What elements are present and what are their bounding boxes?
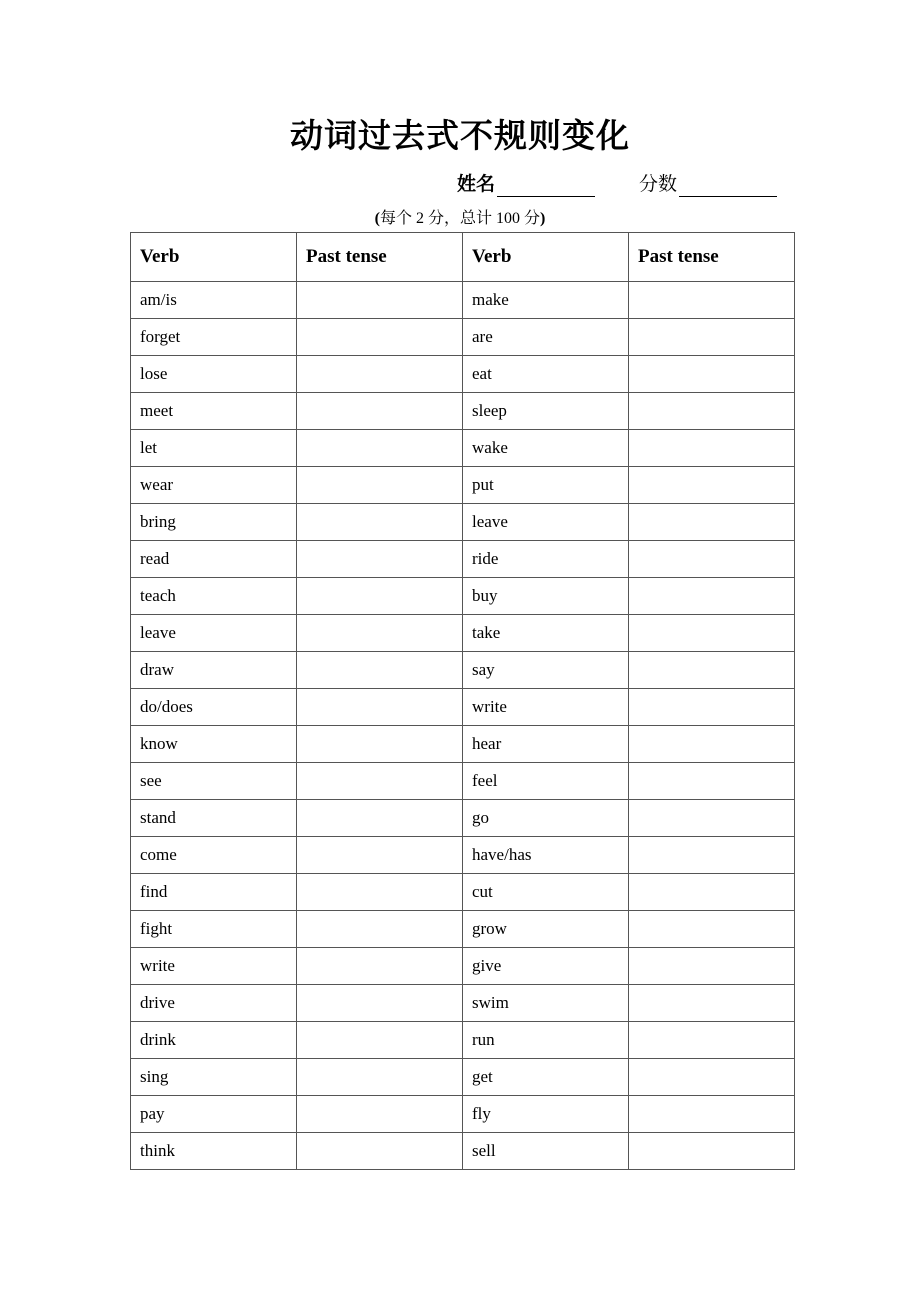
verb-cell: let bbox=[131, 430, 297, 467]
table-row bbox=[131, 689, 795, 726]
past-tense-answer-cell[interactable] bbox=[629, 985, 795, 1022]
past-tense-answer-cell[interactable] bbox=[297, 874, 463, 911]
table-row bbox=[131, 319, 795, 356]
verb-cell: find bbox=[131, 874, 297, 911]
past-tense-answer-cell[interactable] bbox=[297, 1133, 463, 1170]
verb-cell: meet bbox=[131, 393, 297, 430]
column-header-verb: Verb bbox=[463, 233, 629, 282]
column-header-verb: Verb bbox=[131, 233, 297, 282]
past-tense-answer-cell[interactable] bbox=[629, 615, 795, 652]
past-tense-answer-cell[interactable] bbox=[297, 1022, 463, 1059]
table-row bbox=[131, 578, 795, 615]
table-row bbox=[131, 393, 795, 430]
past-tense-answer-cell[interactable] bbox=[297, 393, 463, 430]
verb-cell: go bbox=[463, 800, 629, 837]
past-tense-answer-cell[interactable] bbox=[297, 1059, 463, 1096]
table-row bbox=[131, 1096, 795, 1133]
table-row bbox=[131, 1059, 795, 1096]
verb-cell: leave bbox=[131, 615, 297, 652]
past-tense-answer-cell[interactable] bbox=[629, 319, 795, 356]
page-title: 动词过去式不规则变化 bbox=[290, 116, 630, 155]
verb-cell: hear bbox=[463, 726, 629, 763]
verb-cell: feel bbox=[463, 763, 629, 800]
verb-cell: write bbox=[463, 689, 629, 726]
verb-cell: think bbox=[131, 1133, 297, 1170]
score-note-open: ( bbox=[374, 210, 380, 227]
past-tense-answer-cell[interactable] bbox=[629, 504, 795, 541]
verb-table bbox=[130, 232, 795, 1170]
verb-cell: put bbox=[463, 467, 629, 504]
verb-cell: know bbox=[131, 726, 297, 763]
table-row bbox=[131, 430, 795, 467]
verb-cell: drive bbox=[131, 985, 297, 1022]
table-row bbox=[131, 874, 795, 911]
past-tense-answer-cell[interactable] bbox=[297, 541, 463, 578]
verb-cell: forget bbox=[131, 319, 297, 356]
verb-cell: ride bbox=[463, 541, 629, 578]
past-tense-answer-cell[interactable] bbox=[297, 652, 463, 689]
verb-cell: pay bbox=[131, 1096, 297, 1133]
past-tense-answer-cell[interactable] bbox=[629, 874, 795, 911]
past-tense-answer-cell[interactable] bbox=[629, 430, 795, 467]
verb-cell: say bbox=[463, 652, 629, 689]
verb-cell: lose bbox=[131, 356, 297, 393]
past-tense-answer-cell[interactable] bbox=[297, 948, 463, 985]
past-tense-answer-cell[interactable] bbox=[629, 911, 795, 948]
score-label: 分数 bbox=[639, 173, 678, 195]
past-tense-answer-cell[interactable] bbox=[629, 393, 795, 430]
past-tense-answer-cell[interactable] bbox=[297, 430, 463, 467]
past-tense-answer-cell[interactable] bbox=[629, 726, 795, 763]
student-info-line bbox=[457, 169, 777, 197]
column-header-past-tense: Past tense bbox=[629, 233, 795, 282]
verb-cell: run bbox=[463, 1022, 629, 1059]
past-tense-answer-cell[interactable] bbox=[297, 911, 463, 948]
verb-cell: give bbox=[463, 948, 629, 985]
verb-cell: grow bbox=[463, 911, 629, 948]
table-row bbox=[131, 763, 795, 800]
past-tense-answer-cell[interactable] bbox=[629, 948, 795, 985]
verb-cell: am/is bbox=[131, 282, 297, 319]
verb-cell: are bbox=[463, 319, 629, 356]
table-row bbox=[131, 1022, 795, 1059]
past-tense-answer-cell[interactable] bbox=[629, 467, 795, 504]
verb-cell: write bbox=[131, 948, 297, 985]
verb-cell: eat bbox=[463, 356, 629, 393]
verb-cell: leave bbox=[463, 504, 629, 541]
table-row bbox=[131, 467, 795, 504]
past-tense-answer-cell[interactable] bbox=[629, 837, 795, 874]
name-blank[interactable] bbox=[497, 176, 595, 197]
past-tense-answer-cell[interactable] bbox=[297, 615, 463, 652]
past-tense-answer-cell[interactable] bbox=[629, 1022, 795, 1059]
verb-cell: sing bbox=[131, 1059, 297, 1096]
past-tense-answer-cell[interactable] bbox=[297, 1096, 463, 1133]
column-header-past-tense: Past tense bbox=[297, 233, 463, 282]
past-tense-answer-cell[interactable] bbox=[297, 356, 463, 393]
table-row bbox=[131, 948, 795, 985]
verb-cell: sleep bbox=[463, 393, 629, 430]
verb-cell: wear bbox=[131, 467, 297, 504]
past-tense-answer-cell[interactable] bbox=[297, 985, 463, 1022]
past-tense-answer-cell[interactable] bbox=[297, 504, 463, 541]
past-tense-answer-cell[interactable] bbox=[629, 800, 795, 837]
table-row bbox=[131, 282, 795, 319]
verb-cell: take bbox=[463, 615, 629, 652]
past-tense-answer-cell[interactable] bbox=[297, 763, 463, 800]
past-tense-answer-cell[interactable] bbox=[297, 467, 463, 504]
verb-cell: bring bbox=[131, 504, 297, 541]
table-row bbox=[131, 985, 795, 1022]
past-tense-answer-cell[interactable] bbox=[297, 319, 463, 356]
verb-cell: swim bbox=[463, 985, 629, 1022]
table-row bbox=[131, 726, 795, 763]
past-tense-answer-cell[interactable] bbox=[629, 1059, 795, 1096]
score-note bbox=[0, 207, 920, 231]
past-tense-answer-cell[interactable] bbox=[297, 837, 463, 874]
verb-cell: read bbox=[131, 541, 297, 578]
table-row bbox=[131, 615, 795, 652]
verb-cell: wake bbox=[463, 430, 629, 467]
score-blank[interactable] bbox=[679, 176, 777, 197]
verb-cell: have/has bbox=[463, 837, 629, 874]
verb-cell: draw bbox=[131, 652, 297, 689]
past-tense-answer-cell[interactable] bbox=[297, 800, 463, 837]
table-row bbox=[131, 1133, 795, 1170]
table-row bbox=[131, 504, 795, 541]
verb-cell: come bbox=[131, 837, 297, 874]
past-tense-answer-cell[interactable] bbox=[297, 689, 463, 726]
verb-cell: do/does bbox=[131, 689, 297, 726]
table-row bbox=[131, 652, 795, 689]
verb-cell: get bbox=[463, 1059, 629, 1096]
past-tense-answer-cell[interactable] bbox=[629, 689, 795, 726]
table-row bbox=[131, 356, 795, 393]
verb-cell: buy bbox=[463, 578, 629, 615]
name-label: 姓名 bbox=[457, 173, 496, 195]
verb-cell: stand bbox=[131, 800, 297, 837]
past-tense-answer-cell[interactable] bbox=[297, 282, 463, 319]
verb-cell: teach bbox=[131, 578, 297, 615]
past-tense-answer-cell[interactable] bbox=[629, 356, 795, 393]
verb-cell: fly bbox=[463, 1096, 629, 1133]
past-tense-answer-cell[interactable] bbox=[629, 763, 795, 800]
past-tense-answer-cell[interactable] bbox=[297, 726, 463, 763]
verb-cell: cut bbox=[463, 874, 629, 911]
past-tense-answer-cell[interactable] bbox=[629, 541, 795, 578]
verb-cell: drink bbox=[131, 1022, 297, 1059]
table-row bbox=[131, 541, 795, 578]
past-tense-answer-cell[interactable] bbox=[629, 1133, 795, 1170]
table-row bbox=[131, 911, 795, 948]
past-tense-answer-cell[interactable] bbox=[629, 652, 795, 689]
verb-cell: sell bbox=[463, 1133, 629, 1170]
table-row bbox=[131, 800, 795, 837]
table-header-row bbox=[131, 233, 795, 282]
past-tense-answer-cell[interactable] bbox=[297, 578, 463, 615]
verb-cell: make bbox=[463, 282, 629, 319]
table-row bbox=[131, 837, 795, 874]
score-note-text: 每个 2 分，总计 100 分 bbox=[379, 210, 540, 227]
past-tense-answer-cell[interactable] bbox=[629, 578, 795, 615]
past-tense-answer-cell[interactable] bbox=[629, 1096, 795, 1133]
table-body bbox=[131, 282, 795, 1170]
verb-cell: fight bbox=[131, 911, 297, 948]
score-note-close: ) bbox=[540, 210, 546, 227]
past-tense-answer-cell[interactable] bbox=[629, 282, 795, 319]
verb-cell: see bbox=[131, 763, 297, 800]
